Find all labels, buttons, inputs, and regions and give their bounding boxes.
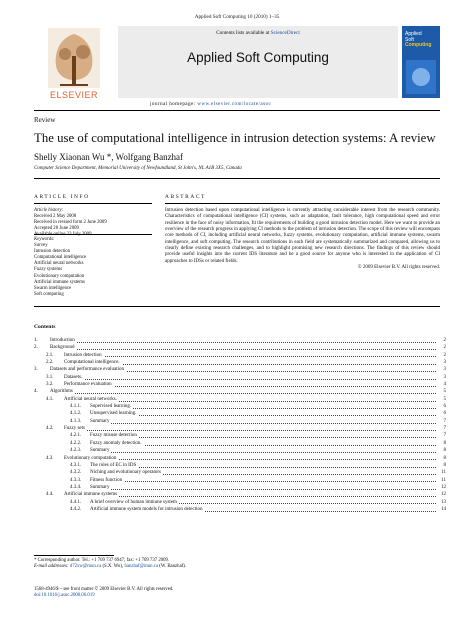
keyword: Survey [34,243,48,249]
toc-entry[interactable] [34,506,446,513]
toc-entry-page: 12 [441,484,446,490]
abstract-copyright: © 2009 Elsevier B.V. All rights reserved. [357,265,440,271]
keywords-label: Keywords: [34,237,55,242]
table-of-contents [34,337,446,513]
keyword: Artificial immune systems [34,279,85,285]
toc-entry-title: Summary [90,448,110,454]
toc-entry-number: 4.4.2. [70,506,82,512]
toc-leader-dots [66,496,436,497]
toc-entry-number: 3.2. [46,382,54,388]
toc-entry-page: 4 [443,382,446,388]
email-link-wu[interactable]: d72xw@mun.ca [69,564,102,570]
toc-entry[interactable] [34,337,446,344]
author-list: Shelly Xiaonan Wu *, Wolfgang Banzhaf [34,152,184,162]
toc-entry-page: 6 [443,404,446,410]
toc-entry-number: 4.3.2. [70,470,82,476]
keyword: Computational intelligence [34,255,87,261]
toc-entry-title: Datasets. [64,374,83,380]
article-title: The use of computational intelligence in intrusion detection systems: A review [34,131,436,145]
toc-entry[interactable] [34,352,446,359]
sciencedirect-link[interactable]: ScienceDirect [270,30,300,36]
journal-title: Applied Soft Computing [187,50,329,65]
toc-entry-number: 4.2.3. [70,448,82,454]
abstract-text: Intrusion detection based upon computational intelligence is currently attracting considerable interest from the research community. Characteristics of computational intelligence (CI) systems, such as adaptation, fault tolerance, high computational speed and error resilience in the face of noisy information, fit the requirements of building a good intrusion detection model. Here we want to provide an overview of the research progress in applying CI methods to the problem of intrusion detection. The scope of this review will encompass core methods of CI, including artificial neural networks, fuzzy systems, evolutionary computation, artificial immune systems, swarm intelligence, and soft computing. The research contributions in each field are systematically summarized and compared, allowing us to clearly define existing research challenges, and to highlight promising new research directions. The findings of this review should provide useful insights into the current IDS literature and be a good source for anyone who is interested in the application of CI approaches to IDSs or related fields. [165,208,440,264]
email-line [34,564,414,570]
history-item: Available online 23 July 2009 [34,232,92,238]
contents-prefix: Contents lists available at [216,30,271,36]
toc-entry-number: 2.1. [46,352,54,358]
keyword: Fuzzy systems [34,267,63,273]
toc-entry-number: 2.2. [46,360,54,366]
journal-homepage-link[interactable]: www.elsevier.com/locate/asoc [197,101,272,107]
toc-entry-number: 4.1.3. [70,418,82,424]
toc-entry-title: Introduction [50,338,75,343]
article-info-heading: ARTICLE INFO [34,194,90,200]
doi-link[interactable]: doi:10.1016/j.asoc.2008.06.019 [34,593,95,599]
toc-entry-page: 2 [443,352,446,358]
email-link-banzhaf[interactable]: banzhaf@mun.ca [124,564,159,570]
toc-entry-number: 4.2. [46,426,54,432]
toc-entry-page: 14 [441,506,446,512]
toc-entry[interactable] [34,432,446,439]
email-name-wu: (S.X. Wu), [101,564,125,570]
toc-entry-title: A brief overview of human immune system [90,499,177,505]
issn-line: 1568-4946/$ – see front matter © 2009 Elsevier B.V. All rights reserved. [34,587,174,592]
toc-entry-title: Artificial neural networks. [64,396,117,402]
toc-entry[interactable] [34,403,446,410]
toc-entry[interactable] [34,425,446,432]
toc-entry-title: Fuzzy misuse detection [90,433,137,439]
toc-entry-page: 3 [443,360,446,366]
abstract-rule [165,203,440,204]
toc-entry-page: 7 [443,433,446,439]
toc-entry-page: 13 [441,499,446,505]
toc-leader-dots [92,423,436,424]
history-item: Accepted 28 June 2009 [34,226,79,232]
running-head: Applied Soft Computing 10 (2010) 1–35 [194,14,280,20]
cover-title-line-3: Computing [405,42,432,48]
toc-leader-dots [66,356,436,357]
toc-entry-page: 3 [443,367,446,373]
toc-entry-page: 2 [443,345,446,351]
toc-entry[interactable] [34,374,446,381]
email-name-banzhaf: (W. Banzhaf). [158,564,187,570]
issn-block [34,587,414,600]
toc-entry-page: 5 [443,396,446,402]
toc-entry-page: 11 [441,477,446,483]
abstract-heading: ABSTRACT [165,194,206,200]
keyword: Swarm intelligence [34,285,72,291]
toc-entry-title: Unsupervised learning. [90,411,137,417]
email-label: E-mail addresses: [34,564,70,570]
toc-leader-dots [52,342,436,343]
toc-entry-title: Computational intelligence. [64,360,120,366]
toc-leader-dots [52,349,436,350]
footnote-rule [34,555,114,556]
toc-entry-page: 7 [443,426,446,432]
toc-entry-number: 4.1.1. [70,404,82,410]
toc-entry[interactable] [34,359,446,366]
toc-entry[interactable] [34,447,446,454]
toc-entry-number: 3. [34,367,38,373]
toc-entry-page: 12 [441,492,446,498]
toc-leader-dots [92,467,436,468]
keywords-list [34,237,154,298]
homepage-prefix: journal homepage: [150,101,198,107]
toc-leader-dots [92,445,436,446]
cover-title-line-1: Applied [405,31,422,37]
toc-entry-number: 4.3. [46,455,54,461]
toc-entry-title: Summary [90,484,110,490]
author-affiliation: Computer Science Department, Memorial University of Newfoundland, St John's, NL A1B 3X5, Canada [34,166,242,171]
toc-entry-number: 4.3.1. [70,462,82,468]
footnote [34,558,414,571]
toc-entry-page: 5 [443,389,446,395]
toc-entry-title: Fitness function [90,477,123,483]
toc-entry[interactable] [34,455,446,462]
toc-entry-title: Algorithms [50,389,73,395]
toc-entry-number: 4.1. [46,396,54,402]
publisher-name: ELSEVIER [49,90,99,100]
contents-available-line [118,30,398,36]
toc-entry-page: 2 [443,338,446,343]
corresponding-author-note: * Corresponding author. Tel.: +1 709 737 6947; fax: +1 709 737 2009. [34,558,170,563]
toc-leader-dots [92,489,436,490]
toc-entry[interactable] [34,381,446,388]
history-item: Received 2 May 2008 [34,214,77,220]
keyword: Soft computing [34,291,64,297]
toc-leader-dots [66,386,436,387]
toc-leader-dots [92,408,436,409]
toc-entry-number: 4.3.3. [70,477,82,483]
toc-entry-number: 4.1.2. [70,411,82,417]
toc-entry-number: 4.3.4. [70,484,82,490]
keyword: Intrusion detection [34,249,71,255]
elsevier-tree-logo [34,26,114,98]
cover-title-line-2: Soft [405,36,414,43]
toc-entry-page: 6 [443,411,446,417]
toc-entry-title: Evolutionary computation [64,455,117,461]
title-rule [34,178,440,179]
toc-entry-title: Intrusion detection [64,352,102,358]
toc-entry[interactable] [34,499,446,506]
header-rule [34,110,440,111]
toc-entry[interactable] [34,491,446,498]
toc-entry-title: Niching and evolutionary operators [90,470,161,476]
toc-entry-page: 3 [443,374,446,380]
toc-entry-page: 7 [443,418,446,424]
toc-entry-number: 4.2.2. [70,440,82,446]
toc-leader-dots [52,393,436,394]
toc-entry-title: Fuzzy anomaly detection. [90,440,142,446]
toc-entry-number: 1. [34,338,38,343]
toc-entry-title: Supervised learning. [90,404,132,410]
toc-leader-dots [92,481,436,482]
toc-entry-page: 8 [443,448,446,454]
cover-title [405,32,439,49]
toc-leader-dots [92,437,436,438]
toc-entry[interactable] [34,462,446,469]
article-type: Review [34,116,56,124]
toc-leader-dots [66,401,436,402]
keyword: Artificial neural networks [34,261,84,267]
toc-entry[interactable] [34,410,446,417]
journal-homepage-line [150,101,430,107]
toc-entry-title: The roles of EC in IDS [90,462,137,468]
toc-leader-dots [92,415,436,416]
toc-entry[interactable] [34,469,446,476]
toc-leader-dots [92,452,436,453]
toc-entry[interactable] [34,477,446,484]
toc-leader-dots [66,430,436,431]
article-info-rule [34,203,152,204]
toc-entry-page: 11 [441,470,446,476]
toc-entry[interactable] [34,388,446,395]
toc-entry-number: 4.4. [46,492,54,498]
toc-entry-title: Performance evaluation [64,382,112,388]
keyword: Evolutionary computation [34,273,85,279]
toc-leader-dots [66,459,436,460]
toc-entry-number: 4.4.1. [70,499,82,505]
toc-entry-page: 8 [443,440,446,446]
abstract-body [165,208,440,271]
toc-entry-title: Fuzzy sets [64,426,85,432]
contents-top-rule [34,306,440,307]
toc-entry-number: 2. [34,345,38,351]
toc-entry[interactable] [34,484,446,491]
toc-entry-page: 8 [443,462,446,468]
history-label: Article history: [34,208,64,213]
toc-entry-number: 4.2.1. [70,433,82,439]
toc-leader-dots [66,379,436,380]
toc-entry-title: Summary [90,418,110,424]
toc-entry-title: Artificial immune system models for intrusion detection [90,506,203,512]
toc-entry[interactable] [34,440,446,447]
toc-entry[interactable] [34,418,446,425]
cover-graphic [406,60,436,94]
toc-entry-number: 4. [34,389,38,395]
keywords-rule [34,234,152,235]
toc-entry[interactable] [34,366,446,373]
toc-entry-page: 8 [443,455,446,461]
toc-entry-title: Artificial immune systems [64,492,118,498]
contents-heading: Contents [34,324,56,330]
history-item: Received in revised form 2 June 2009 [34,220,107,226]
toc-entry-number: 3.1. [46,374,54,380]
toc-entry[interactable] [34,396,446,403]
toc-entry[interactable] [34,344,446,351]
journal-cover-image [402,26,440,98]
toc-entry-title: Datasets and performance evaluation [50,367,124,373]
toc-entry-title: Background [50,345,75,351]
